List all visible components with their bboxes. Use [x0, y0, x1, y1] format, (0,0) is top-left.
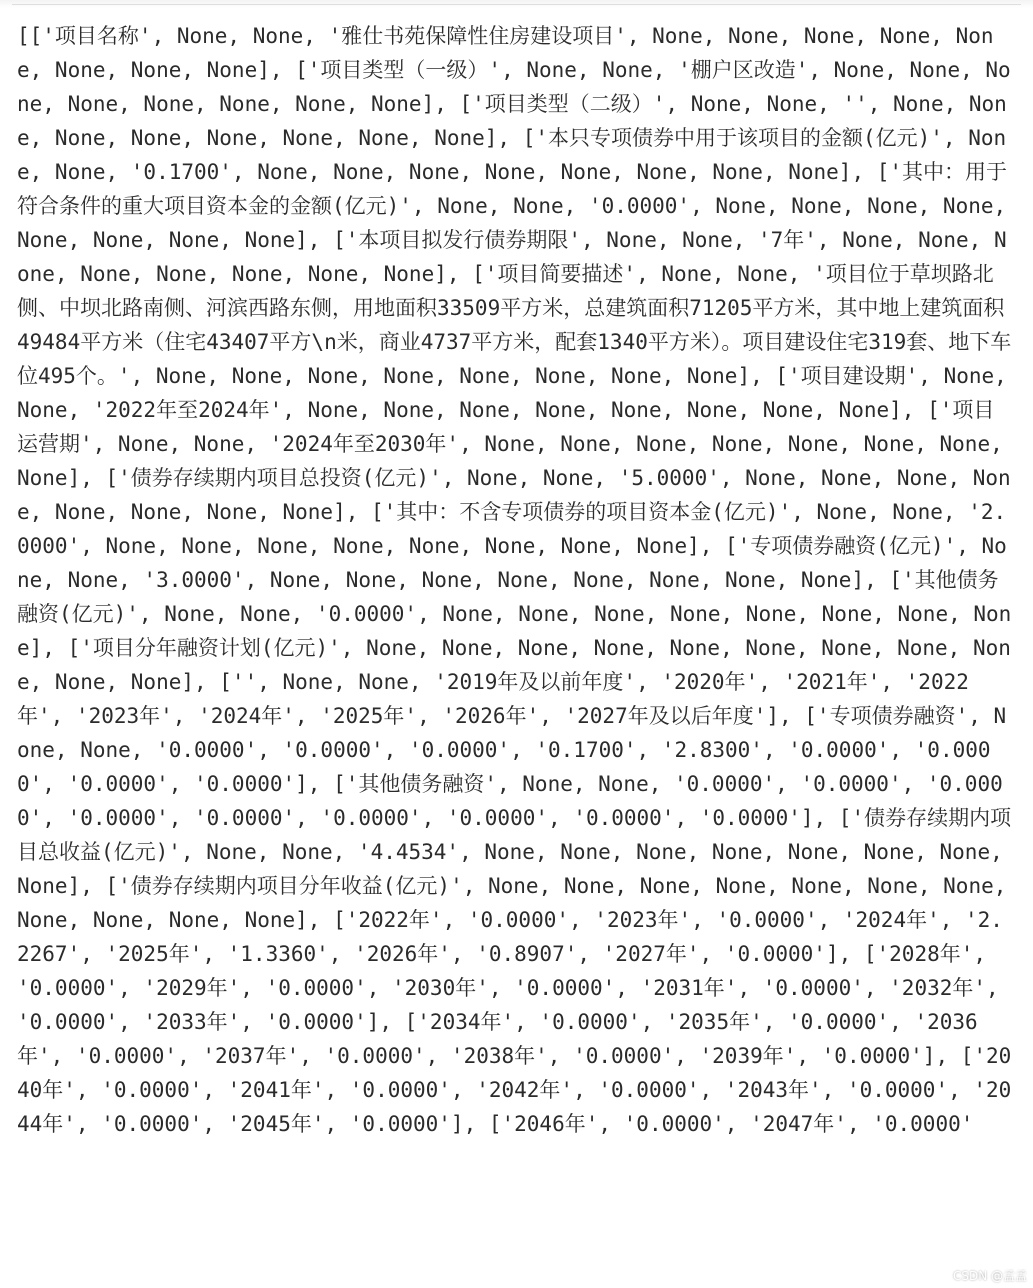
divider: [12, 4, 1021, 5]
cell-output-text: [['项目名称', None, None, '雅仕书苑保障性住房建设项目', None, None, None, None, None, None, None, None], ['项目类型（一级）', None, None, '棚户区改造', None, None, None, None, None, None, None, None], ['项目类型（二级）', None, None, '', None, None, None, None, None, None, None, None], ['本只专项债券中用于该项目的金额(亿元)', None, None, '0.1700', None, None, None, None, None, None, None, None], ['其中：用于符合条件的重大项目资本金的金额(亿元)', None, None, '0.0000', None, None, None, None, None, None, None, None], ['本项目拟发行债券期限', None, None, '7年', None, None, None, None, None, None, None, None], ['项目简要描述', None, None, '项目位于草坝路北侧、中坝北路南侧、河滨西路东侧，用地面积33509平方米，总建筑面积71205平方米，其中地上建筑面积49484平方米（住宅43407平方\n米，商业4737平方米，配套1340平方米）。项目建设住宅319套、地下车位495个。', None, None, None, None, None, None, None, None], ['项目建设期', None, None, '2022年至2024年', None, None, None, None, None, None, None, None], ['项目运营期', None, None, '2024年至2030年', None, None, None, None, None, None, None, None], ['债券存续期内项目总投资(亿元)', None, None, '5.0000', None, None, None, None, None, None, None, None], ['其中：不含专项债券的项目资本金(亿元)', None, None, '2.0000', None, None, None, None, None, None, None, None], ['专项债券融资(亿元)', None, None, '3.0000', None, None, None, None, None, None, None, None], ['其他债务融资(亿元)', None, None, '0.0000', None, None, None, None, None, None, None, None], ['项目分年融资计划(亿元)', None, None, None, None, None, None, None, None, None, None, None], ['', None, None, '2019年及以前年度', '2020年', '2021年', '2022年', '2023年', '2024年', '2025年', '2026年', '2027年及以后年度'], ['专项债券融资', None, None, '0.0000', '0.0000', '0.0000', '0.1700', '2.8300', '0.0000', '0.0000', '0.0000', '0.0000'], ['其他债务融资', None, None, '0.0000', '0.0000', '0.0000', '0.0000', '0.0000', '0.0000', '0.0000', '0.0000', '0.0000'], ['债券存续期内项目总收益(亿元)', None, None, '4.4534', None, None, None, None, None, None, None, None], ['债券存续期内项目分年收益(亿元)', None, None, None, None, None, None, None, None, None, None, None], ['2022年', '0.0000', '2023年', '0.0000', '2024年', '2.2267', '2025年', '1.3360', '2026年', '0.8907', '2027年', '0.0000'], ['2028年', '0.0000', '2029年', '0.0000', '2030年', '0.0000', '2031年', '0.0000', '2032年', '0.0000', '2033年', '0.0000'], ['2034年', '0.0000', '2035年', '0.0000', '2036年', '0.0000', '2037年', '0.0000', '2038年', '0.0000', '2039年', '0.0000'], ['2040年', '0.0000', '2041年', '0.0000', '2042年', '0.0000', '2043年', '0.0000', '2044年', '0.0000', '2045年', '0.0000'], ['2046年', '0.0000', '2047年', '0.0000': [17, 24, 1020, 1136]
csdn-watermark: CSDN @孟孟: [952, 1269, 1027, 1283]
cell-top-border: [0, 0, 1033, 8]
